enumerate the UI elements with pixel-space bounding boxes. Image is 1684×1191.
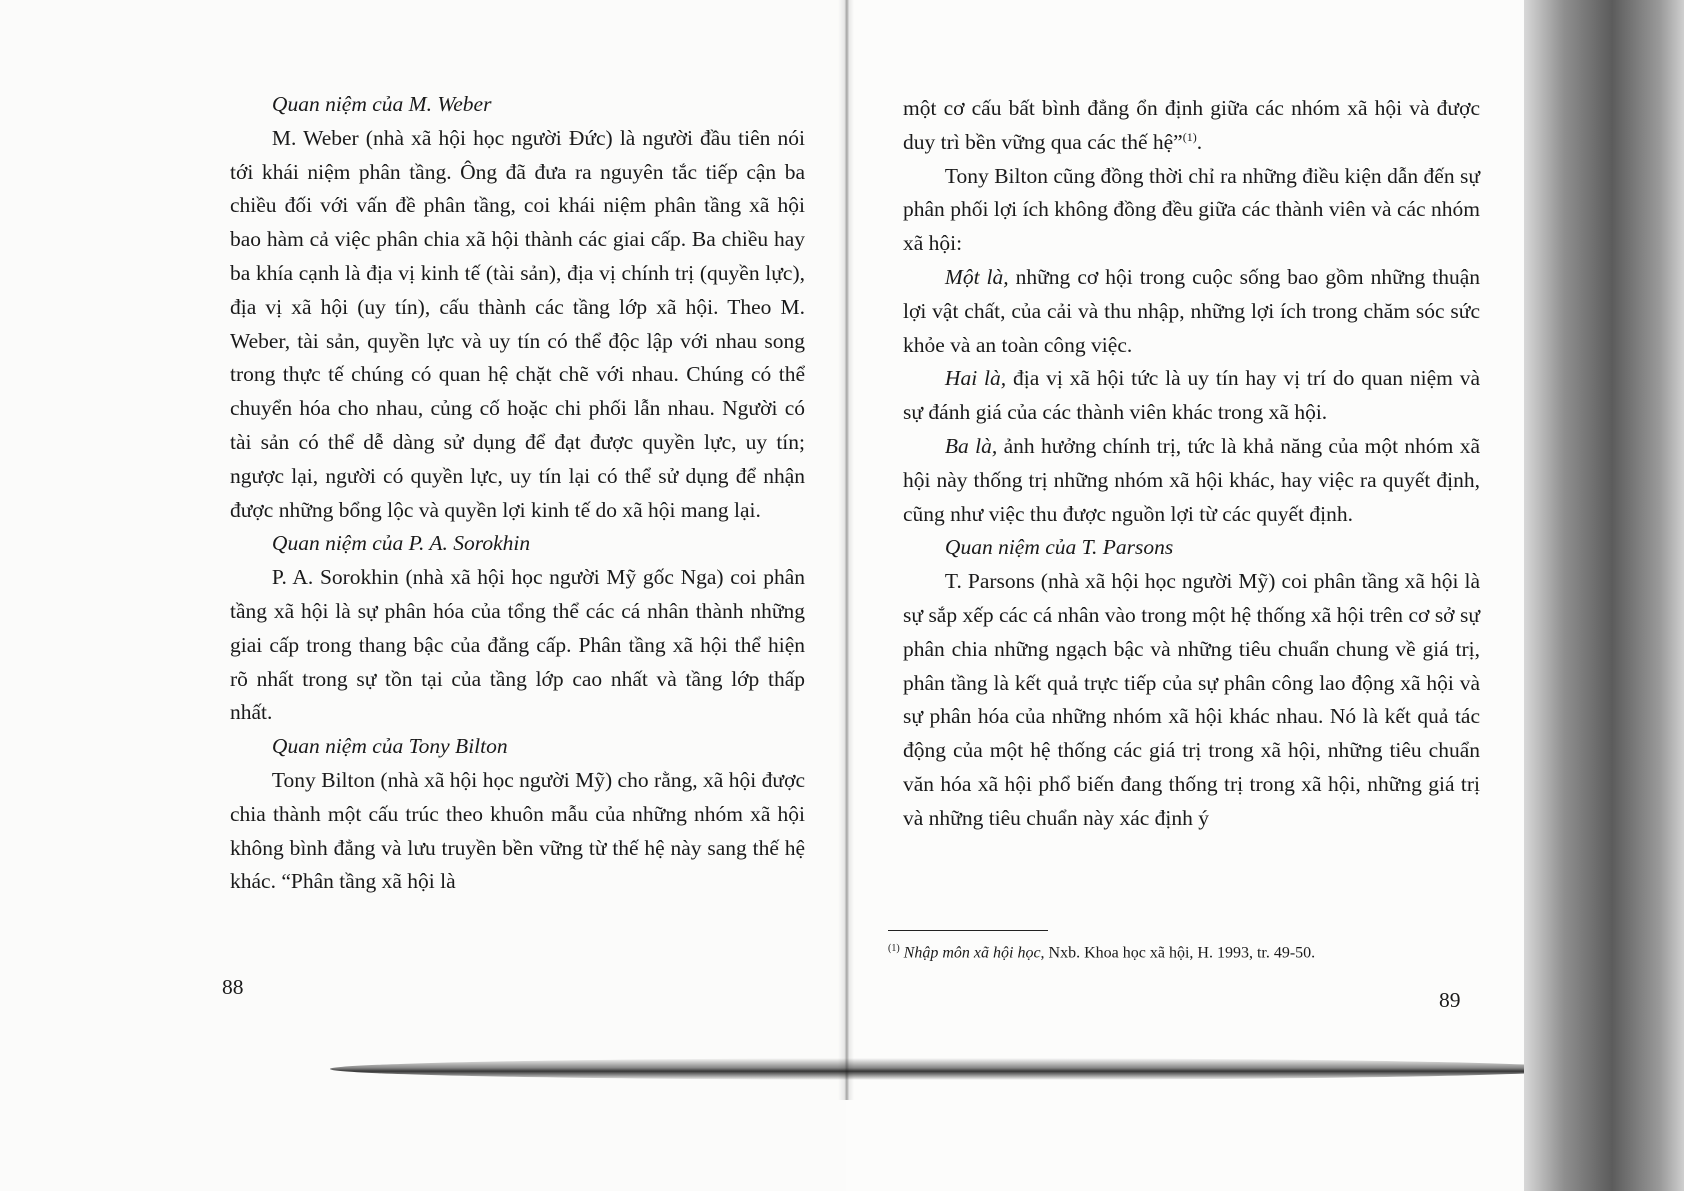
- item-text: địa vị xã hội tức là uy tín hay vị trí do quan niệm và sự đánh giá của các thành viên khác trong xã hội.: [903, 366, 1480, 425]
- paragraph-bilton-conditions: Tony Bilton cũng đồng thời chỉ ra những điều kiện dẫn đến sự phân phối lợi ích không đồng đều giữa các thành viên và các nhóm xã hội:: [903, 163, 1480, 256]
- page-number-right: 89: [1439, 988, 1461, 1012]
- footnote-reference: (1): [1182, 129, 1197, 144]
- footnote: [888, 938, 1528, 964]
- scan-edge-shadow: [1524, 0, 1684, 1191]
- continuation-end: .: [1196, 129, 1203, 154]
- paragraph-sorokhin: P. A. Sorokhin (nhà xã hội học người Mỹ gốc Nga) coi phân tầng xã hội là sự phân hóa của tổng thể các cá nhân thành những giai cấp trong thang bậc của đẳng cấp. Phân tầng xã hội thể hiện rõ nhất trong sự tồn tại của tầng lớp cao nhất và tầng lớp thấp nhất.: [230, 565, 805, 725]
- paragraph-weber: M. Weber (nhà xã hội học người Đức) là người đầu tiên nói tới khái niệm phân tầng. Ông đã đưa ra nguyên tắc tiếp cận ba chiều đối với vấn đề phân tầng, coi khái niệm phân tầng xã hội bao hàm cả việc phân chia xã hội thành các giai cấp. Ba chiều hay ba khía cạnh là địa vị kinh tế (tài sản), địa vị chính trị (quyền lực), địa vị xã hội (uy tín), cấu thành các tầng lớp xã hội. Theo M. Weber, tài sản, quyền lực và uy tín có thể độc lập với nhau song trong thực tế chúng có quan hệ chặt chẽ với nhau. Chúng có thể chuyển hóa cho nhau, củng cố hoặc chi phối lẫn nhau. Người có tài sản có thể dễ dàng sử dụng để đạt được quyền lực, uy tín; ngược lại, người có quyền lực, uy tín lại có thể sử dụng để nhận được những bổng lộc và quyền lợi kinh tế do xã hội mang lại.: [230, 125, 805, 522]
- list-item: [903, 430, 1480, 531]
- footnote-source: , Nxb. Khoa học xã hội, H. 1993, tr. 49-50.: [1040, 944, 1316, 962]
- page-bottom-edge: [330, 1058, 1580, 1080]
- list-item: [903, 261, 1480, 362]
- heading-parsons: Quan niệm của T. Parsons: [944, 535, 1174, 560]
- footnote-title: Nhập môn xã hội học: [903, 944, 1041, 962]
- continuation-text: một cơ cấu bất bình đẳng ổn định giữa các nhóm xã hội và được duy trì bền vững qua các thế hệ”: [903, 96, 1480, 154]
- heading-sorokhin: Quan niệm của P. A. Sorokhin: [271, 531, 531, 556]
- paragraph-bilton-start: Tony Bilton (nhà xã hội học người Mỹ) cho rằng, xã hội được chia thành một cấu trúc theo khuôn mẫu của những nhóm xã hội không bình đẳng và lưu truyền bền vững từ thế hệ này sang thế hệ khác. “Phân tầng xã hội là: [230, 767, 805, 894]
- right-page-text: [903, 92, 1480, 836]
- item-text: ảnh hưởng chính trị, tức là khả năng của một nhóm xã hội này thống trị những nhóm xã hội khác, hay việc ra quyết định, cũng như việc thu được nguồn lợi từ các quyết định.: [903, 433, 1480, 526]
- book-gutter: [838, 0, 854, 1100]
- heading-bilton: Quan niệm của Tony Bilton: [271, 734, 508, 759]
- footnote-mark: (1): [888, 943, 900, 954]
- left-page-text: [230, 88, 805, 899]
- item-lead: Hai là,: [944, 366, 1007, 391]
- list-item: [903, 362, 1480, 430]
- item-lead: Một là,: [944, 264, 1009, 289]
- footnote-divider: [888, 930, 1048, 931]
- heading-weber: Quan niệm của M. Weber: [271, 92, 492, 116]
- item-text: những cơ hội trong cuộc sống bao gồm những thuận lợi vật chất, của cải và thu nhập, những lợi ích trong chăm sóc sức khỏe và an toàn công việc.: [903, 264, 1480, 357]
- item-lead: Ba là,: [944, 433, 998, 458]
- page-number-left: 88: [222, 975, 244, 999]
- paragraph-parsons: T. Parsons (nhà xã hội học người Mỹ) coi phân tầng xã hội là sự sắp xếp các cá nhân vào trong một hệ thống xã hội trên cơ sở sự phân chia những ngạch bậc và những tiêu chuẩn chung về giá trị, phân tầng là kết quả trực tiếp của sự phân công lao động xã hội và sự phân hóa của những nhóm xã hội khác nhau. Nó là kết quả tác động của một hệ thống các giá trị trong xã hội, những tiêu chuẩn văn hóa xã hội phổ biến đang thống trị trong xã hội, những giá trị và những tiêu chuẩn này xác định ý: [903, 569, 1480, 830]
- paragraph-continuation: [903, 92, 1480, 160]
